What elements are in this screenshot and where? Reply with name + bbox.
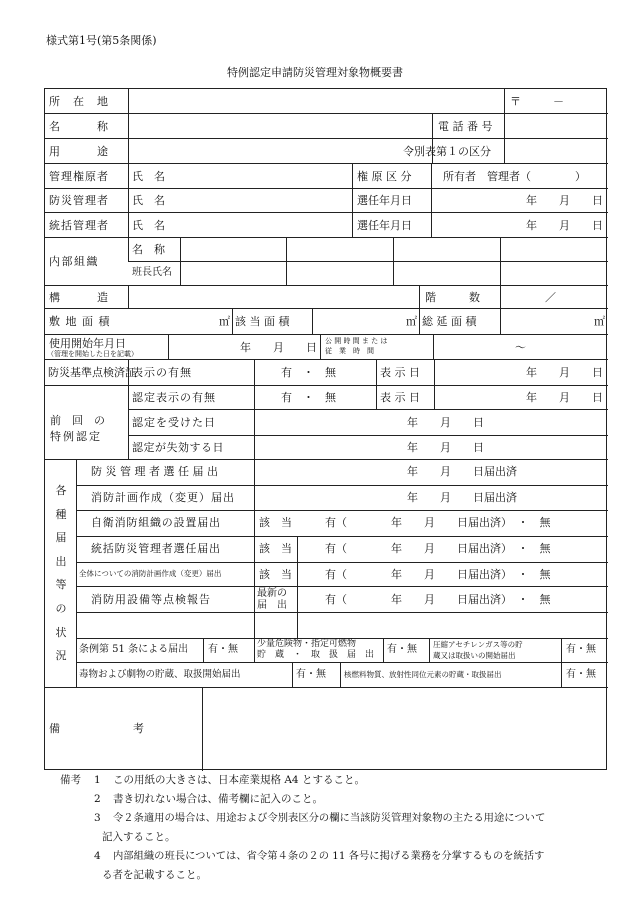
column-divider [434, 359, 435, 410]
authority-type-label: 権 原 区 分 [357, 170, 412, 183]
notification-applicable-line1: 最新の [257, 588, 287, 599]
column-divider [504, 89, 505, 114]
relevant-area-unit: ㎡ [406, 315, 417, 328]
column-divider [203, 638, 204, 663]
name-label: 名 称 [49, 120, 109, 133]
column-divider [202, 687, 203, 771]
address-label: 所 在 地 [49, 95, 109, 108]
notification-label: 全体についての消防計画作成（変更）届出 [79, 569, 222, 578]
column-divider [254, 638, 255, 663]
start-date-note: （管理を開始した日を記載） [47, 350, 138, 358]
form-title: 特例認定申請防災管理対象物概要書 [227, 66, 403, 79]
internal-org-leader-label: 班長氏名 [132, 267, 172, 278]
column-divider [561, 662, 562, 688]
row-divider [128, 409, 608, 410]
note-text-continued: る者を記載すること。 [102, 869, 207, 881]
overview-form-table [44, 88, 607, 770]
inspection-yes-no: 有 ・ 無 [281, 366, 336, 379]
column-divider [429, 638, 430, 663]
hours-label-2: 従 業 時 間 [325, 347, 374, 355]
inspection-date-value: 年 月 日 [526, 366, 603, 379]
received-date: 年 月 日 [407, 416, 484, 429]
total-area-unit: ㎡ [594, 315, 605, 328]
note-text: 内部組織の班長については、省令第４条の２の 11 各号に掲げる業務を分掌するものを統括す [113, 850, 545, 862]
use-label: 用 途 [49, 145, 109, 158]
note-text: この用紙の大きさは、日本産業規格 A4 とすること。 [113, 774, 365, 786]
postal-dash: － [553, 95, 564, 108]
hazmat-label-line1: 少量危険物・指定可燃物 [257, 639, 357, 649]
notification-applicable: 該 当 [259, 568, 292, 581]
row-divider [76, 662, 608, 663]
note-item [60, 809, 610, 828]
internal-org-name-label: 名 称 [132, 243, 165, 256]
hazmat-yes-no: 有・無 [387, 644, 417, 655]
expired-date: 年 月 日 [407, 441, 484, 454]
row-divider [45, 459, 608, 460]
column-divider [504, 113, 505, 164]
nuclear-yes-no: 有・無 [566, 669, 596, 680]
notification-label: 防 災 管 理 者 選 任 届 出 [91, 465, 218, 478]
notification-label: 統括防災管理者選任届出 [91, 542, 221, 555]
row-divider [45, 385, 608, 386]
notification-applicable-line2: 届 出 [257, 600, 287, 611]
general-manager-date-label: 選任年月日 [357, 219, 412, 232]
notification-label: 自衛消防組織の設置届出 [91, 516, 221, 529]
previous-display-date-label: 表 示 日 [380, 391, 420, 404]
notification-applicable: 該 当 [259, 542, 292, 555]
previous-label-1: 前 回 の [50, 414, 105, 427]
notes-section [60, 771, 610, 885]
column-divider [320, 334, 321, 360]
column-divider [76, 459, 77, 688]
column-divider [500, 237, 501, 286]
general-manager-label: 統括管理者 [49, 219, 109, 232]
site-area-label: 敷 地 面 積 [49, 315, 111, 328]
column-divider [180, 237, 181, 286]
row-divider [45, 138, 608, 139]
column-divider [128, 89, 129, 261]
general-manager-date-value: 年 月 日 [526, 219, 603, 232]
notifications-section-label: 各種届出等の状況 [55, 484, 67, 663]
column-divider [340, 662, 341, 688]
notification-value: 年 月 日届出済 [407, 465, 517, 478]
notification-value: 有（ 年 月 日届出済） ・ 無 [325, 568, 551, 581]
note-item [60, 847, 610, 866]
row-divider [45, 237, 608, 238]
notification-value: 有（ 年 月 日届出済） ・ 無 [325, 542, 551, 555]
note-text: 令２条適用の場合は、用途および令別表区分の欄に当該防災管理対象物の主たる用途について [113, 812, 546, 824]
authority-name-label: 氏 名 [132, 170, 165, 183]
start-date-label: 使用開始年月日 [49, 337, 126, 350]
disaster-manager-label: 防災管理者 [49, 194, 109, 207]
row-divider [45, 212, 608, 213]
postal-mark: 〒 [510, 95, 521, 108]
notification-applicable: 該 当 [259, 516, 292, 529]
expired-label: 認定が失効する日 [132, 441, 224, 454]
site-area-unit: ㎡ [219, 315, 230, 328]
phone-label: 電 話 番 号 [438, 120, 493, 133]
form-number: 様式第1号(第5条関係) [46, 34, 157, 47]
previous-label-2: 特例認定 [50, 430, 102, 443]
ordinance51-yes-no: 有・無 [208, 644, 238, 655]
authority-type-options: 所有者 管理者（ ） [443, 170, 586, 183]
column-divider [254, 459, 255, 639]
column-divider [500, 285, 501, 309]
floors-separator: ／ [545, 291, 556, 304]
relevant-area-label: 該 当 面 積 [235, 315, 290, 328]
poison-label: 毒物および劇物の貯蔵、取扱開始届出 [79, 669, 241, 680]
note-item [60, 771, 610, 790]
row-divider [45, 113, 608, 114]
internal-org-label: 内部組織 [49, 255, 99, 268]
row-divider [45, 687, 608, 688]
note-text: 書き切れない場合は、備考欄に記入のこと。 [113, 793, 323, 805]
floors-label: 階 数 [425, 291, 480, 304]
start-date-value: 年 月 日 [240, 341, 317, 354]
acetylene-yes-no: 有・無 [566, 644, 596, 655]
column-divider [312, 308, 313, 335]
row-divider [45, 308, 608, 309]
note-item [60, 790, 610, 809]
notification-value: 有（ 年 月 日届出済） ・ 無 [325, 516, 551, 529]
previous-display-label: 認定表示の有無 [132, 391, 216, 404]
column-divider [561, 638, 562, 663]
previous-date-value: 年 月 日 [526, 391, 603, 404]
column-divider [500, 308, 501, 335]
column-divider [292, 662, 293, 688]
column-divider [433, 334, 434, 360]
total-area-label: 総 延 面 積 [422, 315, 477, 328]
notification-value: 年 月 日届出済 [407, 491, 517, 504]
notification-value: 有（ 年 月 日届出済） ・ 無 [325, 593, 551, 606]
ordinance51-label: 条例第 51 条による届出 [79, 644, 189, 655]
column-divider [168, 334, 169, 360]
general-manager-name-label: 氏 名 [132, 219, 165, 232]
row-divider [76, 612, 608, 613]
column-divider [232, 308, 233, 335]
column-divider [128, 285, 129, 309]
notification-label: 消防用設備等点検報告 [91, 593, 211, 606]
column-divider [431, 163, 432, 238]
acetylene-label-line2: 蔵又は取扱いの開始届出 [433, 651, 516, 660]
row-divider [45, 285, 608, 286]
hazmat-label-line2: 貯 蔵 ・ 取 扱 届 出 [257, 650, 375, 660]
note-number: 3 [94, 812, 101, 824]
inspection-label: 防災基準点検済証 [48, 366, 136, 379]
row-divider [76, 485, 608, 486]
row-divider [76, 562, 608, 563]
row-divider [128, 261, 608, 262]
row-divider [76, 586, 608, 587]
authority-label: 管理権原者 [49, 170, 109, 183]
acetylene-label-line1: 圧縮アセチレンガス等の貯 [433, 640, 523, 649]
row-divider [76, 510, 608, 511]
row-divider [76, 536, 608, 537]
category-label: 令別表第１の区分 [403, 145, 491, 158]
row-divider [128, 435, 608, 436]
note-number: 1 [94, 774, 101, 786]
structure-label: 構 造 [49, 291, 109, 304]
column-divider [393, 237, 394, 286]
note-item-continued [60, 866, 610, 885]
inspection-display-label: 表示の有無 [132, 366, 192, 379]
poison-yes-no: 有・無 [296, 669, 326, 680]
column-divider [383, 638, 384, 663]
row-divider [45, 188, 608, 189]
note-item-continued [60, 828, 610, 847]
nuclear-label: 核燃料物質、放射性同位元素の貯蔵・取扱届出 [344, 670, 502, 679]
disaster-manager-date-value: 年 月 日 [526, 194, 603, 207]
previous-yes-no: 有 ・ 無 [281, 391, 336, 404]
hours-label-1: 公 開 時 間 ま た は [325, 337, 388, 345]
row-divider [45, 359, 608, 360]
received-label: 認定を受けた日 [132, 416, 216, 429]
column-divider [254, 435, 255, 460]
column-divider [297, 536, 298, 639]
notification-label: 消防計画作成（変更）届出 [91, 491, 235, 504]
hours-separator: ～ [515, 341, 526, 354]
note-text-continued: 記入すること。 [102, 831, 176, 843]
column-divider [376, 359, 377, 410]
disaster-manager-date-label: 選任年月日 [357, 194, 412, 207]
column-divider [254, 359, 255, 436]
disaster-manager-name-label: 氏 名 [132, 194, 165, 207]
column-divider [352, 163, 353, 238]
notes-heading: 備考 [60, 774, 81, 786]
column-divider [286, 237, 287, 286]
remarks-label: 備 考 [49, 722, 145, 735]
column-divider [419, 308, 420, 335]
inspection-display-date-label: 表 示 日 [380, 366, 420, 379]
note-number: 4 [94, 850, 101, 862]
row-divider [45, 334, 608, 335]
column-divider [419, 285, 420, 309]
row-divider [45, 163, 608, 164]
note-number: 2 [94, 793, 101, 805]
